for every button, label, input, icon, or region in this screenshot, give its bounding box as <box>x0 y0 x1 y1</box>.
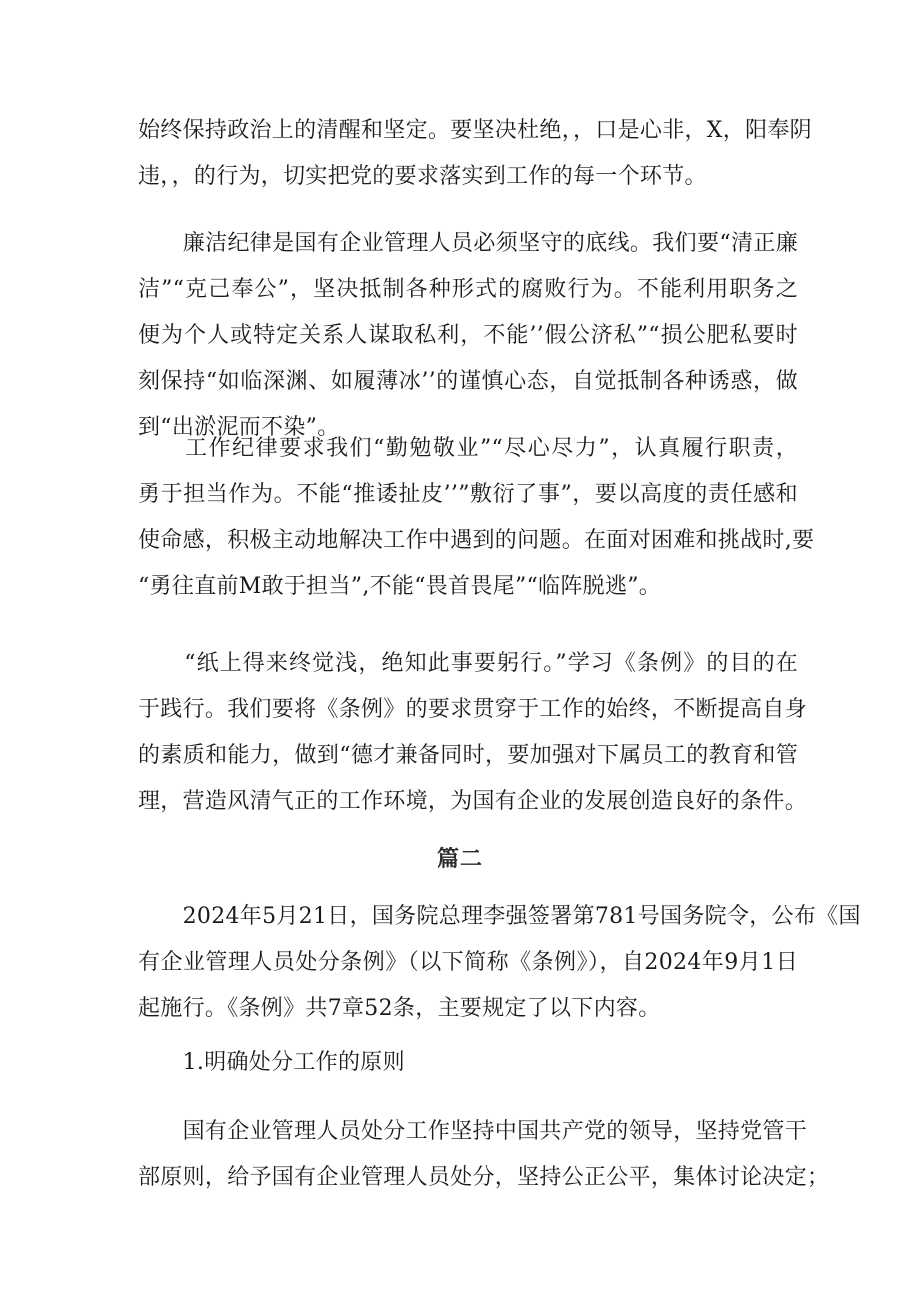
text-line: 廉洁纪律是国有企业管理人员必须坚守的底线。我们要“清正廉 <box>138 231 798 256</box>
text-line: 便为个人或特定关系人谋取私利，不能’’假公济私”“损公肥私要时 <box>138 323 798 348</box>
text-line: 工作纪律要求我们“勤勉敬业”“尽心尽力”，认真履行职责， <box>138 436 798 461</box>
text-line: 国有企业管理人员处分工作坚持中国共产党的领导，坚持党管干 <box>138 1119 808 1144</box>
subheading-principles <box>138 1040 798 1086</box>
paragraph-practice <box>138 641 808 825</box>
text-line: 到“出淤泥而不染”。 <box>138 415 340 440</box>
paragraph-integrity-discipline <box>138 221 798 451</box>
text-line: 洁”“克己奉公”，坚决抵制各种形式的腐败行为。不能利用职务之 <box>138 277 798 302</box>
text-line: “勇往直前M敢于担当”,不能“畏首畏尾”“临阵脱逃”。 <box>138 574 662 599</box>
text-line: 部原则，给予国有企业管理人员处分，坚持公正公平，集体讨论决定； <box>138 1165 830 1190</box>
paragraph-regulation-intro <box>138 894 861 1032</box>
text-line: 理，营造风清气正的工作环境，为国有企业的发展创造良好的条件。 <box>138 789 808 814</box>
text-line: 刻保持“如临深渊、如履薄冰’’的谨慎心态，自觉抵制各种诱惑，做 <box>138 369 798 394</box>
text-line: 起施行。《条例》共7章52条，主要规定了以下内容。 <box>138 996 661 1021</box>
text-line: 于践行。我们要将《条例》的要求贯穿于工作的始终，不断提高自身 <box>138 697 808 722</box>
paragraph-principles-body <box>138 1109 830 1201</box>
text-line: 违，，的行为，切实把党的要求落实到工作的每一个环节。 <box>138 164 707 189</box>
paragraph-political-discipline <box>138 108 812 200</box>
text-line: 1.明确处分工作的原则 <box>138 1050 405 1075</box>
text-line: 始终保持政治上的清醒和坚定。要坚决杜绝，，口是心非，X，阳奉阴 <box>138 118 812 143</box>
text-line: 使命感，积极主动地解决工作中遇到的问题。在面对困难和挑战时,要 <box>138 528 815 553</box>
text-line: “纸上得来终觉浅，绝知此事要躬行。”学习《条例》的目的在 <box>138 651 798 676</box>
section-title: 篇二 <box>436 846 483 872</box>
text-line: 勇于担当作为。不能“推诿扯皮’’”敷衍了事”，要以高度的责任感和 <box>138 482 798 507</box>
text-line: 有企业管理人员处分条例》（以下简称《条例》），自2024年9月1日 <box>138 950 798 975</box>
text-line: 2024年5月21日，国务院总理李强签署第781号国务院令，公布《国 <box>138 904 861 929</box>
text-line: 的素质和能力，做到“德才兼备同时，要加强对下属员工的教育和管 <box>138 743 798 768</box>
paragraph-work-discipline <box>138 426 815 610</box>
